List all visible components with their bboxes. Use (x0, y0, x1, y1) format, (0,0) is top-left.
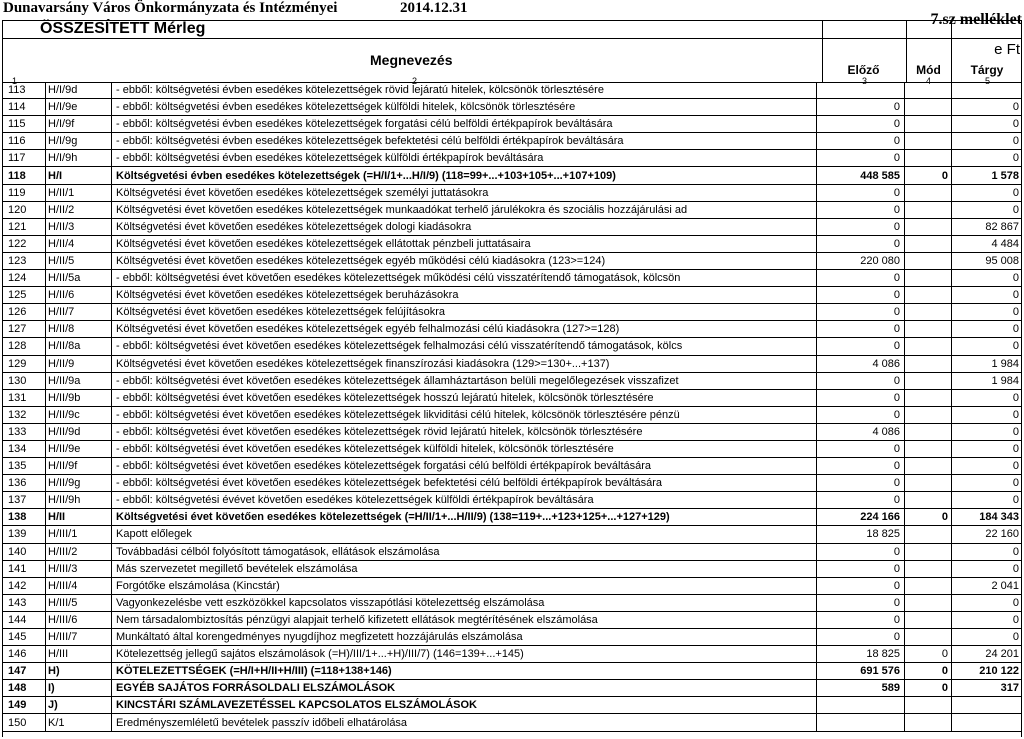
row-prev-value (817, 82, 905, 99)
row-code: I) (46, 680, 112, 697)
row-prev-value: 0 (817, 543, 905, 560)
row-code: H/II/9a (46, 372, 112, 389)
row-index: 135 (2, 458, 46, 475)
document-subtitle: ÖSSZESÍTETT Mérleg (40, 20, 206, 37)
row-prev-value: 18 825 (817, 526, 905, 543)
table-row (2, 389, 1022, 406)
row-code: H/III/4 (46, 577, 112, 594)
row-name: - ebből: költségvetési évben esedékes kötelezettségek forgatási célú belföldi értékpapírok beváltására (112, 116, 817, 133)
row-mod-value (905, 440, 952, 457)
row-curr-value: 22 160 (952, 526, 1023, 543)
row-name: - ebből: költségvetési évet követően esedékes kötelezettségek államháztartáson belüli megelőlegezések visszafizet (112, 372, 817, 389)
row-name: - ebből: költségvetési évet követően esedékes kötelezettségek hosszú lejáratú hitelek, kölcsönök törlesztésére (112, 389, 817, 406)
row-code: H/II/9c (46, 406, 112, 423)
row-prev-value: 0 (817, 287, 905, 304)
row-mod-value (905, 714, 952, 731)
row-mod-value (905, 492, 952, 509)
row-index: 149 (2, 697, 46, 714)
table-row (2, 458, 1022, 475)
row-index: 119 (2, 184, 46, 201)
row-index: 139 (2, 526, 46, 543)
row-name: KÖTELEZETTSÉGEK (=H/I+H/II+H/III) (=118+138+146) (112, 663, 817, 680)
row-curr-value: 0 (952, 492, 1023, 509)
row-curr-value: 82 867 (952, 218, 1023, 235)
row-name: - ebből: költségvetési évet követően esedékes kötelezettségek likviditási célú hitelek, kölcsönök törlesztésére pénzü (112, 406, 817, 423)
row-mod-value (905, 150, 952, 167)
row-code: H/I/9h (46, 150, 112, 167)
row-prev-value: 0 (817, 338, 905, 355)
row-name: - ebből: költségvetési évben esedékes kötelezettségek külföldi hitelek, kölcsönök törlesztésére (112, 99, 817, 116)
row-name: Költségvetési évet követően esedékes kötelezettségek dologi kiadásokra (112, 218, 817, 235)
row-mod-value (905, 270, 952, 287)
row-name: Költségvetési évet követően esedékes kötelezettségek egyéb működési célú kiadásokra (123>=124) (112, 252, 817, 269)
row-prev-value: 0 (817, 372, 905, 389)
row-code: H/I/9e (46, 99, 112, 116)
row-name: EGYÉB SAJÁTOS FORRÁSOLDALI ELSZÁMOLÁSOK (112, 680, 817, 697)
row-curr-value: 0 (952, 594, 1023, 611)
row-code: H/II/9f (46, 458, 112, 475)
row-name: - ebből: költségvetési évet követően esedékes kötelezettségek működési célú visszatérítendő támogatások, kölcsön (112, 270, 817, 287)
row-prev-value: 0 (817, 270, 905, 287)
row-curr-value (952, 697, 1023, 714)
row-name: Költségvetési évet követően esedékes kötelezettségek személyi juttatásokra (112, 184, 817, 201)
row-mod-value (905, 235, 952, 252)
table-row (2, 287, 1022, 304)
row-index: 134 (2, 440, 46, 457)
row-curr-value: 0 (952, 338, 1023, 355)
row-mod-value (905, 543, 952, 560)
column-header-prev: Előző (847, 63, 880, 77)
row-mod-value (905, 99, 952, 116)
row-code: H) (46, 663, 112, 680)
header-divider (2, 38, 1022, 39)
table-row (2, 526, 1022, 543)
table-row (2, 423, 1022, 440)
row-code: H/II/9e (46, 440, 112, 457)
row-code: H/II/8a (46, 338, 112, 355)
row-name: Forgótőke elszámolása (Kincstár) (112, 577, 817, 594)
row-code: H/I/9d (46, 82, 112, 99)
table-row (2, 150, 1022, 167)
row-index: 133 (2, 423, 46, 440)
row-index: 123 (2, 252, 46, 269)
row-prev-value: 691 576 (817, 663, 905, 680)
row-curr-value: 210 122 (952, 663, 1023, 680)
table-row (2, 663, 1022, 680)
row-index: 145 (2, 629, 46, 646)
row-code: J) (46, 697, 112, 714)
row-name: - ebből: költségvetési évet követően esedékes kötelezettségek külföldi hitelek, kölcsönök törlesztésére (112, 440, 817, 457)
row-mod-value (905, 577, 952, 594)
row-name: Kötelezettség jellegű sajátos elszámolások (=H)/III/1+...+H)/III/7) (146=139+...+145) (112, 646, 817, 663)
row-mod-value (905, 133, 952, 150)
row-code: H/II/1 (46, 184, 112, 201)
row-curr-value: 0 (952, 458, 1023, 475)
row-index: 116 (2, 133, 46, 150)
row-curr-value: 1 578 (952, 167, 1023, 184)
column-header-name: Megnevezés (370, 52, 453, 68)
row-name: Költségvetési évet követően esedékes kötelezettségek (=H/II/1+...H/II/9) (138=119+...+123+125+...+127+129) (112, 509, 817, 526)
column-number-3: 3 (862, 76, 868, 86)
row-mod-value (905, 338, 952, 355)
row-name: Költségvetési évet követően esedékes kötelezettségek munkaadókat terhelő járulékokra és szociális hozzájárulási ad (112, 201, 817, 218)
table-row (2, 560, 1022, 577)
row-prev-value: 4 086 (817, 423, 905, 440)
row-code: H/II/9h (46, 492, 112, 509)
row-mod-value (905, 372, 952, 389)
row-code: H/II/7 (46, 304, 112, 321)
row-curr-value: 0 (952, 475, 1023, 492)
row-mod-value: 0 (905, 680, 952, 697)
row-curr-value: 0 (952, 201, 1023, 218)
row-curr-value: 0 (952, 560, 1023, 577)
row-index: 147 (2, 663, 46, 680)
row-index: 129 (2, 355, 46, 372)
row-index: 127 (2, 321, 46, 338)
row-prev-value: 0 (817, 99, 905, 116)
table-row (2, 167, 1022, 184)
row-mod-value (905, 252, 952, 269)
row-mod-value (905, 218, 952, 235)
row-prev-value: 0 (817, 629, 905, 646)
table-row (2, 133, 1022, 150)
row-index: 136 (2, 475, 46, 492)
row-prev-value: 589 (817, 680, 905, 697)
row-code: H/III/6 (46, 611, 112, 628)
row-name: Kapott előlegek (112, 526, 817, 543)
row-code: H/II/6 (46, 287, 112, 304)
row-prev-value: 0 (817, 133, 905, 150)
row-name: Költségvetési évet követően esedékes kötelezettségek felújításokra (112, 304, 817, 321)
row-name: Eredményszemléletű bevételek passzív időbeli elhatárolása (112, 714, 817, 731)
table-row (2, 577, 1022, 594)
row-curr-value: 0 (952, 287, 1023, 304)
row-curr-value: 0 (952, 304, 1023, 321)
row-mod-value (905, 697, 952, 714)
row-index: 124 (2, 270, 46, 287)
table-row (2, 680, 1022, 697)
row-mod-value (905, 475, 952, 492)
row-curr-value: 0 (952, 543, 1023, 560)
row-name: - ebből: költségvetési évben esedékes kötelezettségek rövid lejáratú hitelek, kölcsönök törlesztésére (112, 82, 817, 99)
row-name: - ebből: költségvetési évet követően esedékes kötelezettségek befektetési célú belföldi értékpapírok beváltására (112, 475, 817, 492)
row-prev-value: 0 (817, 594, 905, 611)
row-code: H/I/9g (46, 133, 112, 150)
row-mod-value (905, 423, 952, 440)
row-curr-value: 0 (952, 150, 1023, 167)
table-row (2, 492, 1022, 509)
row-code: H/II/4 (46, 235, 112, 252)
row-mod-value: 0 (905, 167, 952, 184)
row-name: - ebből: költségvetési évévet követően esedékes kötelezettségek külföldi értékpapírok beváltására (112, 492, 817, 509)
row-prev-value: 0 (817, 304, 905, 321)
table-row (2, 646, 1022, 663)
row-mod-value (905, 560, 952, 577)
row-index: 150 (2, 714, 46, 731)
row-prev-value: 18 825 (817, 646, 905, 663)
row-mod-value (905, 82, 952, 99)
row-mod-value (905, 526, 952, 543)
row-index: 122 (2, 235, 46, 252)
row-prev-value: 4 086 (817, 355, 905, 372)
table-row (2, 252, 1022, 269)
table-row (2, 629, 1022, 646)
row-mod-value: 0 (905, 663, 952, 680)
row-curr-value: 0 (952, 611, 1023, 628)
row-curr-value: 0 (952, 389, 1023, 406)
table-row (2, 355, 1022, 372)
row-index: 144 (2, 611, 46, 628)
row-index: 131 (2, 389, 46, 406)
row-name: Más szervezetet megillető bevételek elszámolása (112, 560, 817, 577)
row-curr-value: 95 008 (952, 252, 1023, 269)
header-vline-curr (951, 20, 952, 82)
row-curr-value: 0 (952, 440, 1023, 457)
row-name: Vagyonkezelésbe vett eszközökkel kapcsolatos visszapótlási kötelezettség elszámolása (112, 594, 817, 611)
row-code: K/1 (46, 714, 112, 731)
row-prev-value: 0 (817, 577, 905, 594)
table-row (2, 594, 1022, 611)
row-curr-value: 0 (952, 406, 1023, 423)
row-prev-value: 0 (817, 406, 905, 423)
row-curr-value: 1 984 (952, 355, 1023, 372)
row-prev-value: 0 (817, 150, 905, 167)
row-prev-value: 0 (817, 389, 905, 406)
row-index: 117 (2, 150, 46, 167)
row-prev-value: 0 (817, 611, 905, 628)
row-mod-value (905, 611, 952, 628)
row-code: H/II/9 (46, 355, 112, 372)
row-curr-value: 4 484 (952, 235, 1023, 252)
row-curr-value: 0 (952, 116, 1023, 133)
row-prev-value: 0 (817, 458, 905, 475)
table-row (2, 321, 1022, 338)
row-curr-value: 0 (952, 133, 1023, 150)
row-code: H/II/9g (46, 475, 112, 492)
row-prev-value (817, 714, 905, 731)
row-mod-value (905, 304, 952, 321)
row-index: 128 (2, 338, 46, 355)
row-mod-value (905, 406, 952, 423)
row-curr-value: 0 (952, 184, 1023, 201)
row-prev-value: 0 (817, 218, 905, 235)
table-row (2, 543, 1022, 560)
row-code: H/III/5 (46, 594, 112, 611)
row-index: 114 (2, 99, 46, 116)
row-name: Nem társadalombiztosítás pénzügyi alapjait terhelő kifizetett ellátások megtérítésének elszámolása (112, 611, 817, 628)
row-prev-value: 0 (817, 492, 905, 509)
row-prev-value: 0 (817, 201, 905, 218)
row-index: 141 (2, 560, 46, 577)
table-row (2, 201, 1022, 218)
row-name: KINCSTÁRI SZÁMLAVEZETÉSSEL KAPCSOLATOS ELSZÁMOLÁSOK (112, 697, 817, 714)
row-index: 126 (2, 304, 46, 321)
row-name: - ebből: költségvetési évet követően esedékes kötelezettségek felhalmozási célú visszatérítendő támogatások, kölcs (112, 338, 817, 355)
row-curr-value: 24 201 (952, 646, 1023, 663)
header-vline-mod (906, 20, 907, 82)
row-mod-value (905, 201, 952, 218)
row-code: H/II/2 (46, 201, 112, 218)
table-row (2, 184, 1022, 201)
column-number-1: 1 (12, 76, 18, 86)
row-name: Továbbadási célból folyósított támogatások, ellátások elszámolása (112, 543, 817, 560)
row-index: 148 (2, 680, 46, 697)
row-curr-value (952, 714, 1023, 731)
row-mod-value: 0 (905, 646, 952, 663)
table-row (2, 99, 1022, 116)
row-code: H/II/5 (46, 252, 112, 269)
row-prev-value: 0 (817, 440, 905, 457)
row-index: 113 (2, 82, 46, 99)
row-prev-value: 220 080 (817, 252, 905, 269)
table-row (2, 338, 1022, 355)
row-name: - ebből: költségvetési évet követően esedékes kötelezettségek rövid lejáratú hitelek, kölcsönök törlesztésére (112, 423, 817, 440)
table-row (2, 270, 1022, 287)
row-index: 146 (2, 646, 46, 663)
table-row (2, 697, 1022, 714)
row-code: H/II/9d (46, 423, 112, 440)
row-code: H/II/9b (46, 389, 112, 406)
row-name: Költségvetési évet követően esedékes kötelezettségek ellátottak pénzbeli juttatásaira (112, 235, 817, 252)
row-curr-value: 0 (952, 423, 1023, 440)
table-row (2, 509, 1022, 526)
row-prev-value: 224 166 (817, 509, 905, 526)
row-index: 120 (2, 201, 46, 218)
row-code: H/II/8 (46, 321, 112, 338)
row-curr-value: 0 (952, 99, 1023, 116)
row-index: 143 (2, 594, 46, 611)
row-mod-value (905, 389, 952, 406)
table-row (2, 611, 1022, 628)
row-code: H/I/9f (46, 116, 112, 133)
row-mod-value (905, 629, 952, 646)
row-prev-value: 0 (817, 560, 905, 577)
column-number-2: 2 (412, 76, 418, 86)
row-code: H/III/7 (46, 629, 112, 646)
row-name: Költségvetési évet követően esedékes kötelezettségek finanszírozási kiadásokra (129>=130+...+137) (112, 355, 817, 372)
row-index: 132 (2, 406, 46, 423)
table-row (2, 475, 1022, 492)
row-index: 121 (2, 218, 46, 235)
document-date: 2014.12.31 (400, 0, 468, 16)
row-index: 138 (2, 509, 46, 526)
row-prev-value: 0 (817, 116, 905, 133)
column-number-5: 5 (985, 76, 991, 86)
row-prev-value: 0 (817, 321, 905, 338)
row-code: H/I (46, 167, 112, 184)
row-index: 140 (2, 543, 46, 560)
row-mod-value (905, 321, 952, 338)
table-row (2, 714, 1022, 731)
header-vline-prev (822, 20, 823, 82)
row-curr-value: 317 (952, 680, 1023, 697)
table-row (2, 372, 1022, 389)
row-code: H/III/3 (46, 560, 112, 577)
row-mod-value (905, 184, 952, 201)
row-index: 125 (2, 287, 46, 304)
row-name: - ebből: költségvetési évben esedékes kötelezettségek külföldi értékpapírok beváltására (112, 150, 817, 167)
row-prev-value: 0 (817, 475, 905, 492)
row-name: - ebből: költségvetési évet követően esedékes kötelezettségek forgatási célú belföldi értékpapírok beváltására (112, 458, 817, 475)
annex-label: 7.sz melléklet (930, 11, 1022, 28)
row-index: 142 (2, 577, 46, 594)
row-mod-value (905, 116, 952, 133)
row-curr-value: 2 041 (952, 577, 1023, 594)
row-mod-value (905, 355, 952, 372)
row-mod-value: 0 (905, 509, 952, 526)
row-curr-value: 0 (952, 321, 1023, 338)
row-curr-value: 184 343 (952, 509, 1023, 526)
row-curr-value: 0 (952, 629, 1023, 646)
table-row (2, 440, 1022, 457)
row-index: 115 (2, 116, 46, 133)
row-prev-value: 0 (817, 184, 905, 201)
row-code: H/II/5a (46, 270, 112, 287)
table-row (2, 218, 1022, 235)
row-prev-value (817, 697, 905, 714)
table-row (2, 406, 1022, 423)
row-index: 137 (2, 492, 46, 509)
row-mod-value (905, 458, 952, 475)
row-prev-value: 0 (817, 235, 905, 252)
row-mod-value (905, 594, 952, 611)
document-title: Dunavarsány Város Önkormányzata és Intézményei (3, 0, 338, 16)
unit-label: e Ft (994, 41, 1020, 58)
row-name: Munkáltató által korengedményes nyugdíjhoz megfizetett hozzájárulás elszámolása (112, 629, 817, 646)
row-code: H/II/3 (46, 218, 112, 235)
column-header-mod: Mód (916, 63, 941, 77)
row-code: H/III/2 (46, 543, 112, 560)
row-curr-value (952, 82, 1023, 99)
row-name: Költségvetési évet követően esedékes kötelezettségek beruházásokra (112, 287, 817, 304)
row-name: Költségvetési évet követően esedékes kötelezettségek egyéb felhalmozási célú kiadásokra (127>=128) (112, 321, 817, 338)
table-row (2, 82, 1022, 99)
row-mod-value (905, 287, 952, 304)
row-index: 130 (2, 372, 46, 389)
balance-sheet-table (2, 82, 1022, 732)
row-code: H/III/1 (46, 526, 112, 543)
row-code: H/II (46, 509, 112, 526)
table-row (2, 235, 1022, 252)
row-code: H/III (46, 646, 112, 663)
column-number-4: 4 (926, 76, 932, 86)
row-index: 118 (2, 167, 46, 184)
row-name: - ebből: költségvetési évben esedékes kötelezettségek befektetési célú belföldi értékpapírok beváltására (112, 133, 817, 150)
row-name: Költségvetési évben esedékes kötelezettségek (=H/I/1+...H/I/9) (118=99+...+103+105+...+107+109) (112, 167, 817, 184)
row-prev-value: 448 585 (817, 167, 905, 184)
table-row (2, 116, 1022, 133)
row-curr-value: 1 984 (952, 372, 1023, 389)
row-curr-value: 0 (952, 270, 1023, 287)
column-header-curr: Tárgy (970, 63, 1004, 77)
table-row (2, 304, 1022, 321)
